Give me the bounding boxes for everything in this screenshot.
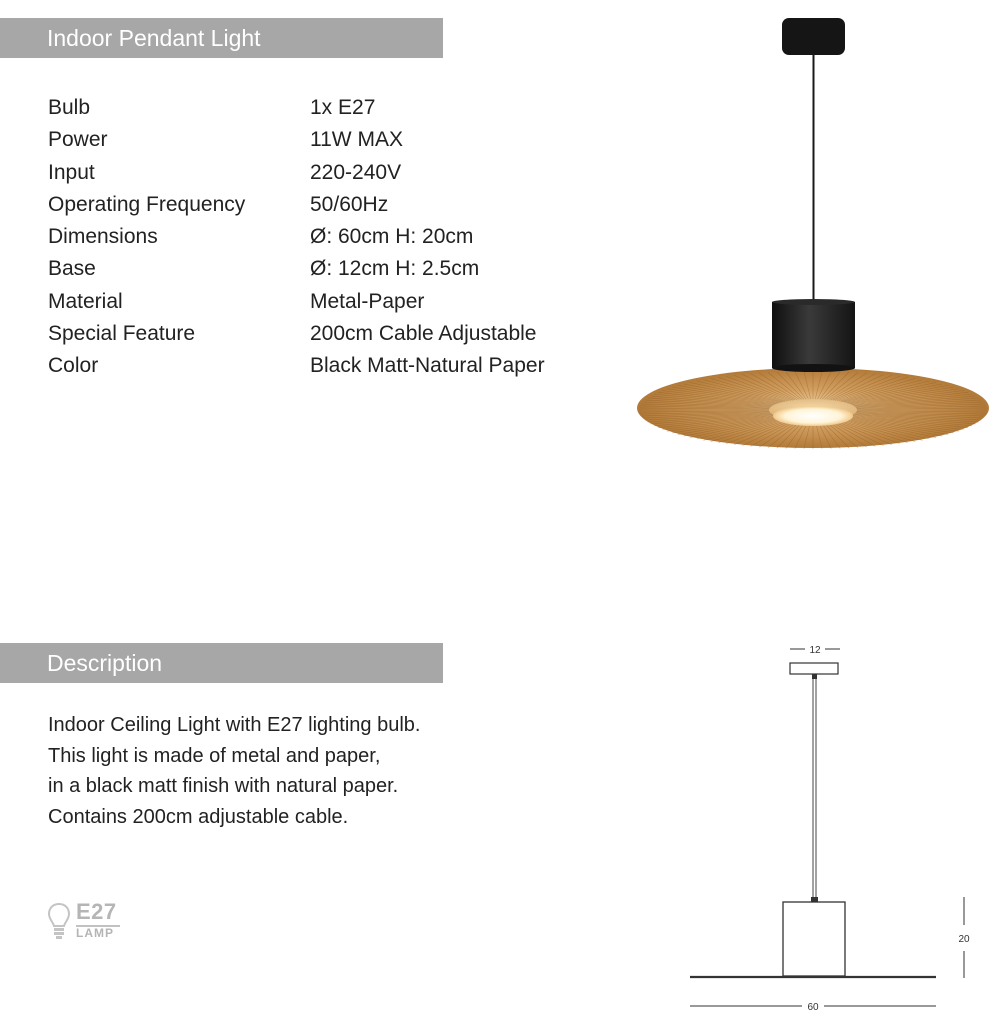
spec-row-power	[48, 124, 608, 156]
spec-value: 11W MAX	[310, 128, 403, 152]
description-line: This light is made of metal and paper,	[48, 744, 381, 767]
description-line: Indoor Ceiling Light with E27 lighting bulb.	[48, 714, 421, 736]
description-title: Description	[47, 650, 163, 676]
spec-table	[48, 92, 608, 383]
metal-cup	[772, 302, 855, 368]
spec-value: Black Matt-Natural Paper	[310, 354, 545, 378]
description-text	[48, 710, 420, 832]
shade-light-opening	[773, 406, 853, 426]
spec-label: Dimensions	[48, 225, 158, 249]
spec-value: 220-240V	[310, 160, 402, 184]
spec-label: Input	[48, 160, 95, 184]
height-label: 20	[958, 934, 970, 945]
lamp-code: E27	[76, 899, 117, 924]
spec-value: Metal-Paper	[310, 289, 425, 313]
spec-label: Base	[48, 257, 96, 281]
pendant-light-image	[630, 10, 1000, 470]
spec-row-bulb	[48, 92, 608, 124]
lamp-type: LAMP	[76, 926, 114, 940]
technical-drawing	[680, 635, 980, 1020]
light-bulb-icon	[48, 902, 70, 940]
drawing-canopy	[790, 663, 838, 674]
e27-lamp-badge	[48, 900, 128, 942]
description-line: in a black matt finish with natural paper.	[48, 775, 399, 797]
spec-row-input	[48, 157, 608, 189]
drawing-cup	[783, 902, 845, 976]
spec-value: Ø: 60cm H: 20cm	[310, 225, 474, 249]
base-width-label: 12	[809, 645, 821, 656]
spec-value: Ø: 12cm H: 2.5cm	[310, 257, 480, 281]
spec-label: Special Feature	[48, 322, 196, 346]
spec-label: Color	[48, 354, 99, 378]
spec-value: 200cm Cable Adjustable	[310, 322, 537, 346]
description-line: Contains 200cm adjustable cable.	[48, 805, 349, 828]
spec-label: Power	[48, 128, 108, 152]
section-header-description	[0, 643, 443, 683]
spec-row-color	[48, 350, 608, 382]
product-title: Indoor Pendant Light	[47, 25, 261, 51]
spec-row-base	[48, 253, 608, 285]
spec-value: 1x E27	[310, 96, 376, 119]
spec-row-feature	[48, 318, 608, 350]
spec-row-frequency	[48, 189, 608, 221]
spec-label: Bulb	[48, 96, 91, 119]
spec-label: Operating Frequency	[48, 192, 246, 216]
spec-label: Material	[48, 289, 123, 313]
spec-row-material	[48, 286, 608, 318]
section-header-product	[0, 18, 443, 58]
ceiling-canopy	[782, 18, 845, 55]
spec-value: 50/60Hz	[310, 192, 389, 216]
spec-row-dimensions	[48, 221, 608, 253]
diameter-label: 60	[807, 1002, 819, 1013]
